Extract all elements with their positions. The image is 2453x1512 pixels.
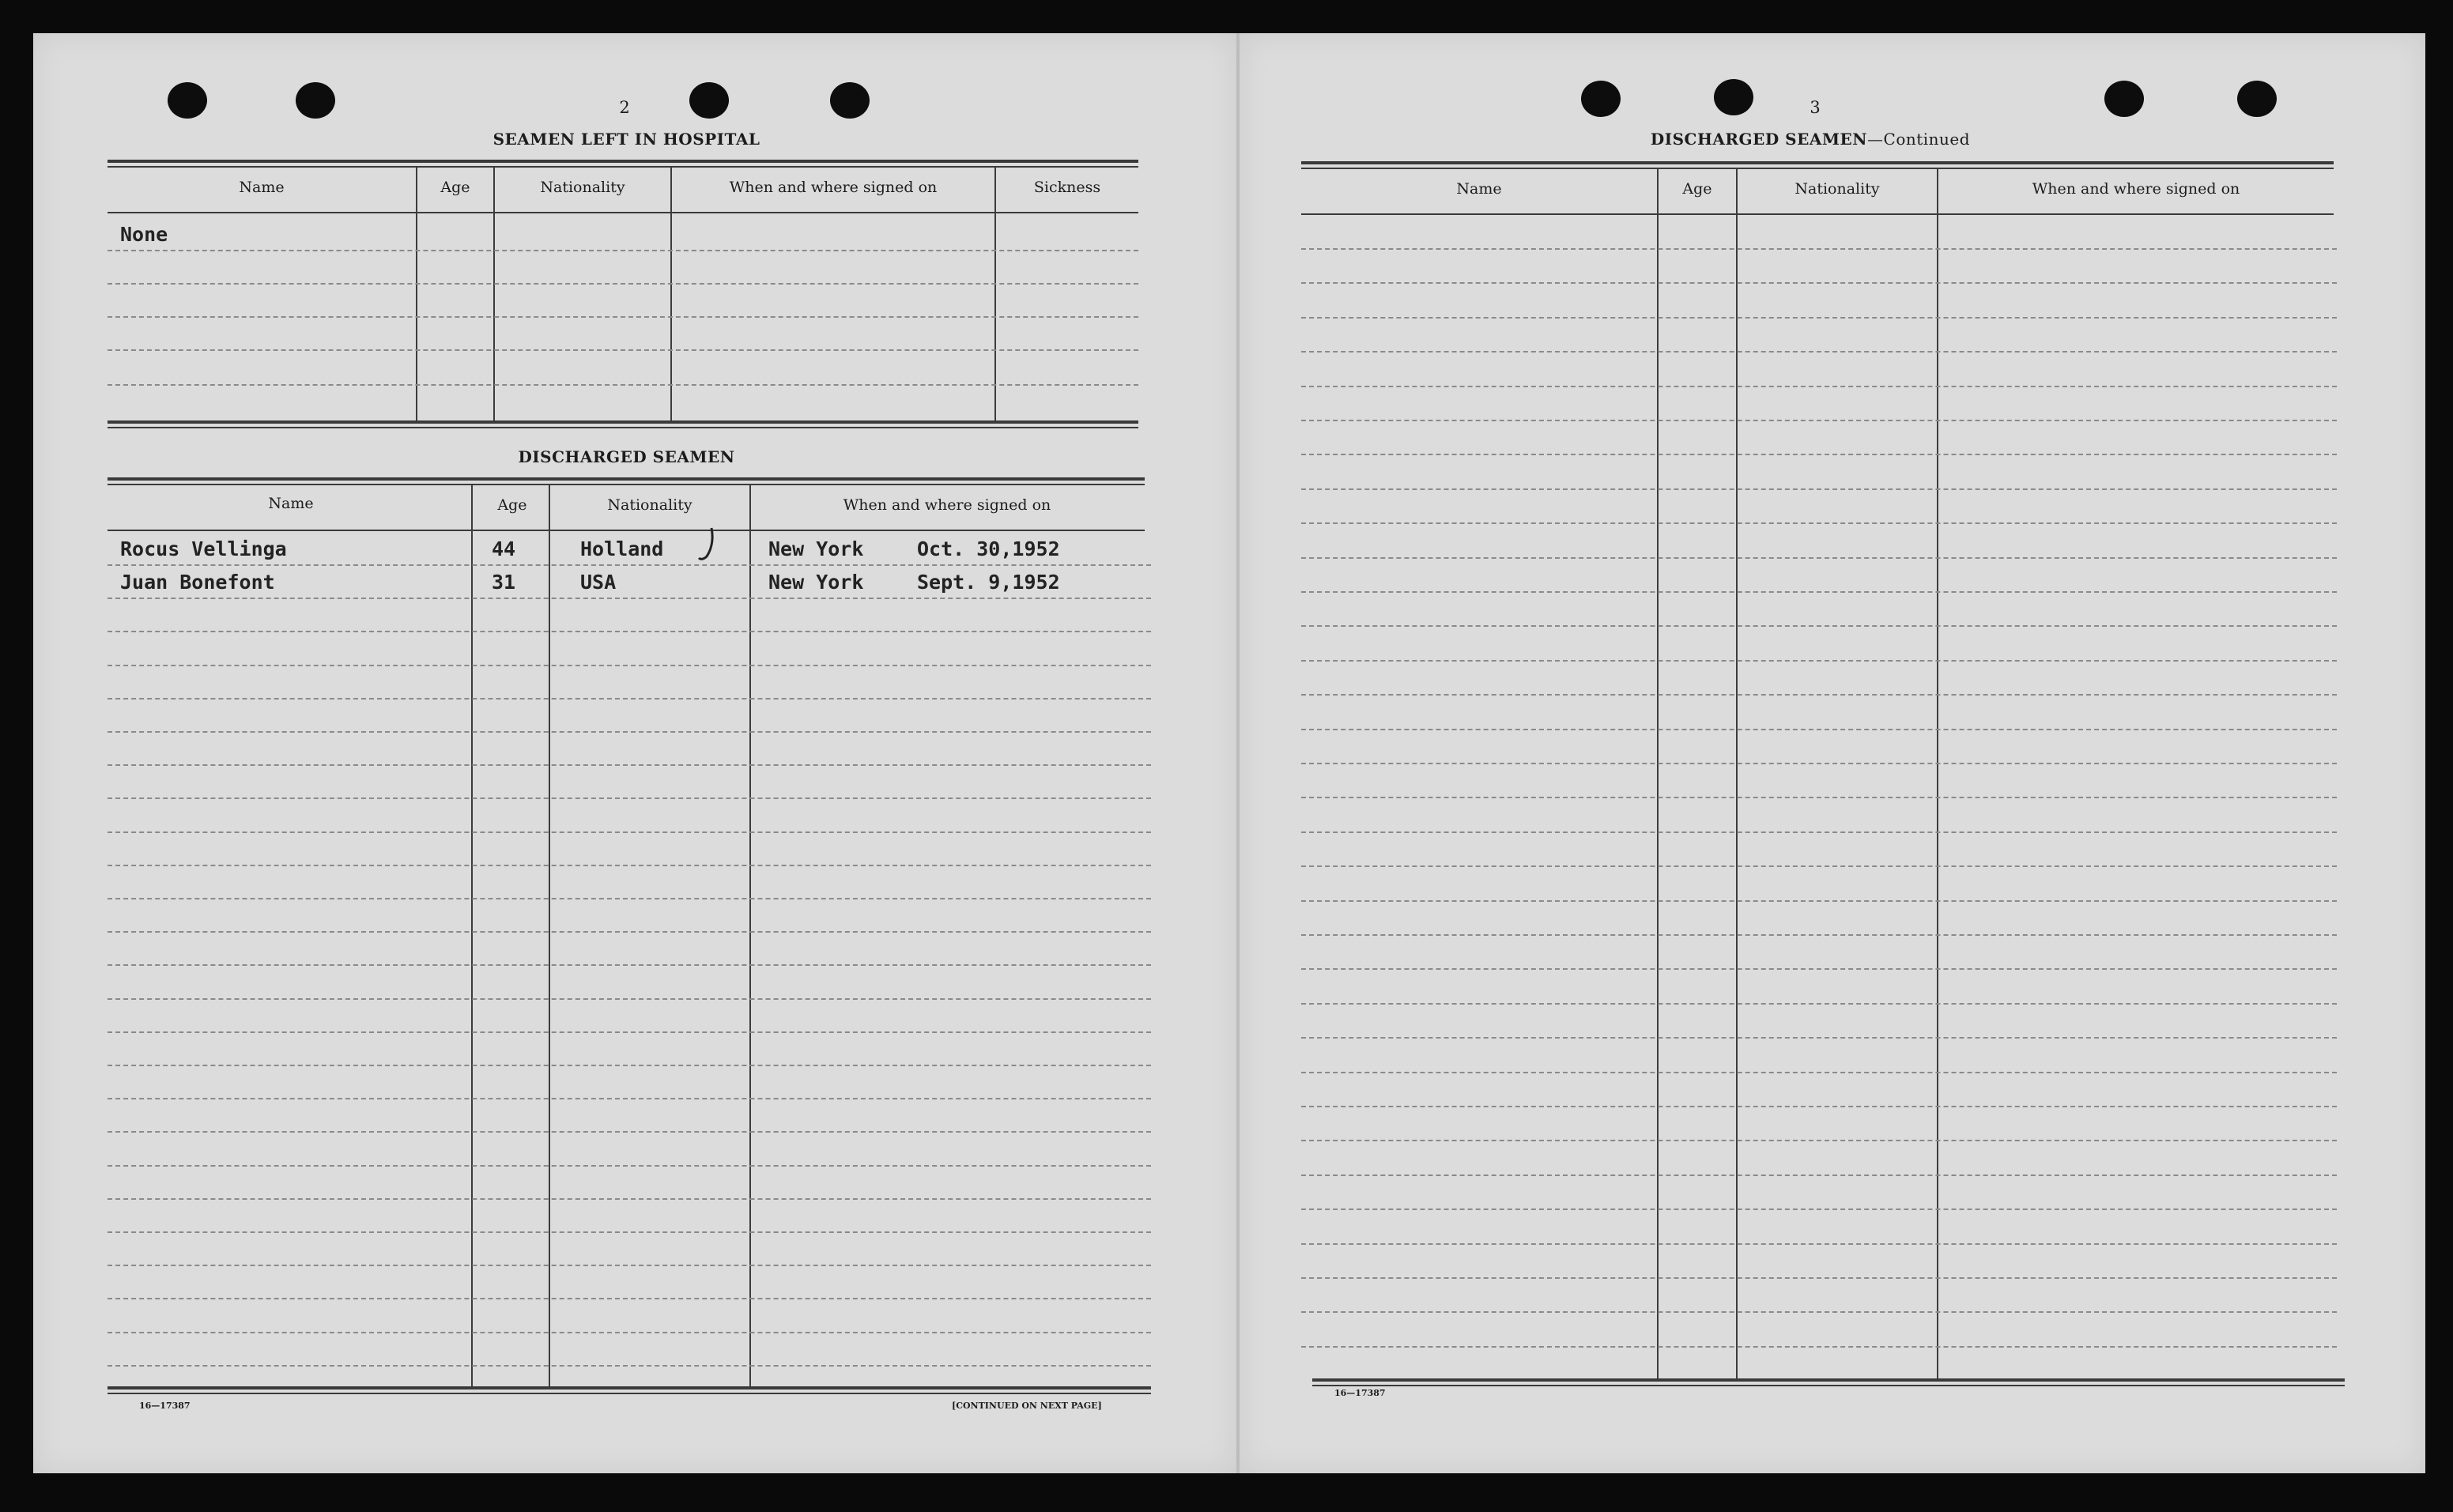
row-line	[1301, 1311, 2337, 1313]
row-line	[108, 931, 1151, 933]
hospital-col-nationality: Nationality	[540, 179, 625, 196]
right-col-nationality: Nationality	[1794, 180, 1880, 198]
discharged-row-1-age: 44	[492, 537, 516, 560]
row-line	[108, 598, 1151, 599]
row-line	[1301, 1243, 2337, 1245]
discharged-col-nationality: Nationality	[607, 496, 693, 514]
hospital-header-rule	[108, 212, 1138, 213]
row-line	[108, 1165, 1151, 1167]
discharged-col-age: Age	[497, 496, 527, 514]
row-line	[1301, 1277, 2337, 1279]
discharged-row-1-name: Rocus Vellinga	[120, 537, 287, 560]
discharged-continued-main: DISCHARGED SEAMEN	[1650, 130, 1868, 149]
discharged-bottom-rule	[108, 1386, 1151, 1389]
row-line	[1301, 729, 2337, 730]
row-line	[108, 998, 1151, 1000]
row-line	[1301, 557, 2337, 559]
row-line	[108, 665, 1151, 666]
punch-hole	[2104, 81, 2144, 117]
hospital-col-signed-on: When and where signed on	[729, 179, 938, 196]
punch-hole	[1714, 79, 1753, 115]
row-line	[1301, 1175, 2337, 1176]
row-line	[108, 1365, 1151, 1367]
row-line	[1301, 522, 2337, 524]
page-number: 2	[619, 98, 630, 117]
row-line	[108, 831, 1151, 833]
right-col-signed-on: When and where signed on	[2032, 180, 2240, 198]
right-col-age: Age	[1682, 180, 1712, 198]
hospital-col-age: Age	[440, 179, 470, 196]
discharged-col-signed-on: When and where signed on	[843, 496, 1051, 514]
row-line	[108, 1098, 1151, 1099]
hospital-entry-none: None	[120, 223, 168, 246]
discharged-row-1-date: Oct. 30,1952	[917, 537, 1060, 560]
row-line	[1301, 1003, 2337, 1005]
row-line	[1301, 386, 2337, 387]
row-line	[1301, 248, 2337, 250]
page-fold	[1236, 33, 1240, 1473]
row-line	[108, 564, 1151, 566]
hospital-section-title: SEAMEN LEFT IN HOSPITAL	[492, 130, 760, 149]
row-line	[108, 631, 1151, 632]
row-line	[1301, 591, 2337, 593]
row-line	[108, 1231, 1151, 1233]
discharged-row-2-name: Juan Bonefont	[120, 571, 275, 594]
hospital-col-name: Name	[239, 179, 285, 196]
discharged-row-1-nationality: Holland	[580, 537, 664, 560]
row-line	[1301, 1140, 2337, 1141]
discharged-row-1-place: New York	[768, 537, 864, 560]
right-bottom-rule	[1312, 1378, 2345, 1382]
row-line	[1301, 797, 2337, 798]
discharged-continued-title	[1502, 130, 2119, 149]
row-line	[1301, 420, 2337, 421]
hospital-bottom-rule	[108, 420, 1138, 424]
row-line	[1301, 1346, 2337, 1348]
form-code-left: 16—17387	[139, 1401, 191, 1411]
row-line	[1301, 1208, 2337, 1210]
row-line	[108, 1332, 1151, 1333]
discharged-section-title: DISCHARGED SEAMEN	[518, 447, 735, 466]
row-line	[108, 1065, 1151, 1066]
discharged-row-2-place: New York	[768, 571, 864, 594]
hospital-col-sickness: Sickness	[1033, 179, 1101, 196]
row-line	[1301, 934, 2337, 936]
row-line	[108, 964, 1151, 966]
row-line	[108, 1031, 1151, 1033]
discharged-header-rule	[108, 530, 1145, 531]
punch-hole	[296, 82, 335, 119]
discharged-col-name: Name	[268, 495, 314, 512]
page-number: 3	[1810, 98, 1821, 117]
row-line	[108, 1131, 1151, 1133]
row-line	[1301, 660, 2337, 662]
discharged-row-2-nationality: USA	[580, 571, 617, 594]
row-line	[1301, 625, 2337, 627]
row-line	[1301, 454, 2337, 455]
discharged-top-rule	[108, 477, 1145, 481]
row-line	[1301, 317, 2337, 319]
right-top-rule	[1301, 161, 2334, 164]
right-header-rule	[1301, 213, 2334, 215]
row-line	[1301, 351, 2337, 353]
row-line	[1301, 831, 2337, 833]
row-line	[1301, 1037, 2337, 1039]
punch-hole	[1581, 81, 1621, 117]
form-code-right: 16—17387	[1334, 1388, 1386, 1398]
continued-note: [CONTINUED ON NEXT PAGE]	[952, 1401, 1102, 1411]
row-line	[1301, 488, 2337, 490]
row-line	[108, 865, 1151, 866]
row-line	[1301, 900, 2337, 902]
row-line	[1301, 763, 2337, 764]
row-line	[108, 1265, 1151, 1266]
discharged-row-2-date: Sept. 9,1952	[917, 571, 1060, 594]
row-line	[108, 898, 1151, 899]
row-line	[108, 1298, 1151, 1299]
discharged-continued-suffix: —Continued	[1867, 130, 1971, 149]
punch-hole	[689, 82, 729, 119]
punch-hole	[830, 82, 870, 119]
punch-hole	[2237, 81, 2277, 117]
row-line	[1301, 282, 2337, 284]
row-line	[108, 797, 1151, 799]
row-line	[1301, 1106, 2337, 1107]
punch-hole	[168, 82, 207, 119]
row-line	[108, 1198, 1151, 1200]
row-line	[108, 731, 1151, 733]
row-line	[108, 698, 1151, 699]
hospital-top-rule	[108, 160, 1138, 163]
checkmark-icon	[696, 525, 719, 564]
discharged-row-2-age: 31	[492, 571, 516, 594]
row-line	[108, 764, 1151, 766]
row-line	[1301, 694, 2337, 696]
row-line	[1301, 1072, 2337, 1073]
right-col-name: Name	[1456, 180, 1502, 198]
row-line	[1301, 865, 2337, 867]
row-line	[1301, 968, 2337, 970]
